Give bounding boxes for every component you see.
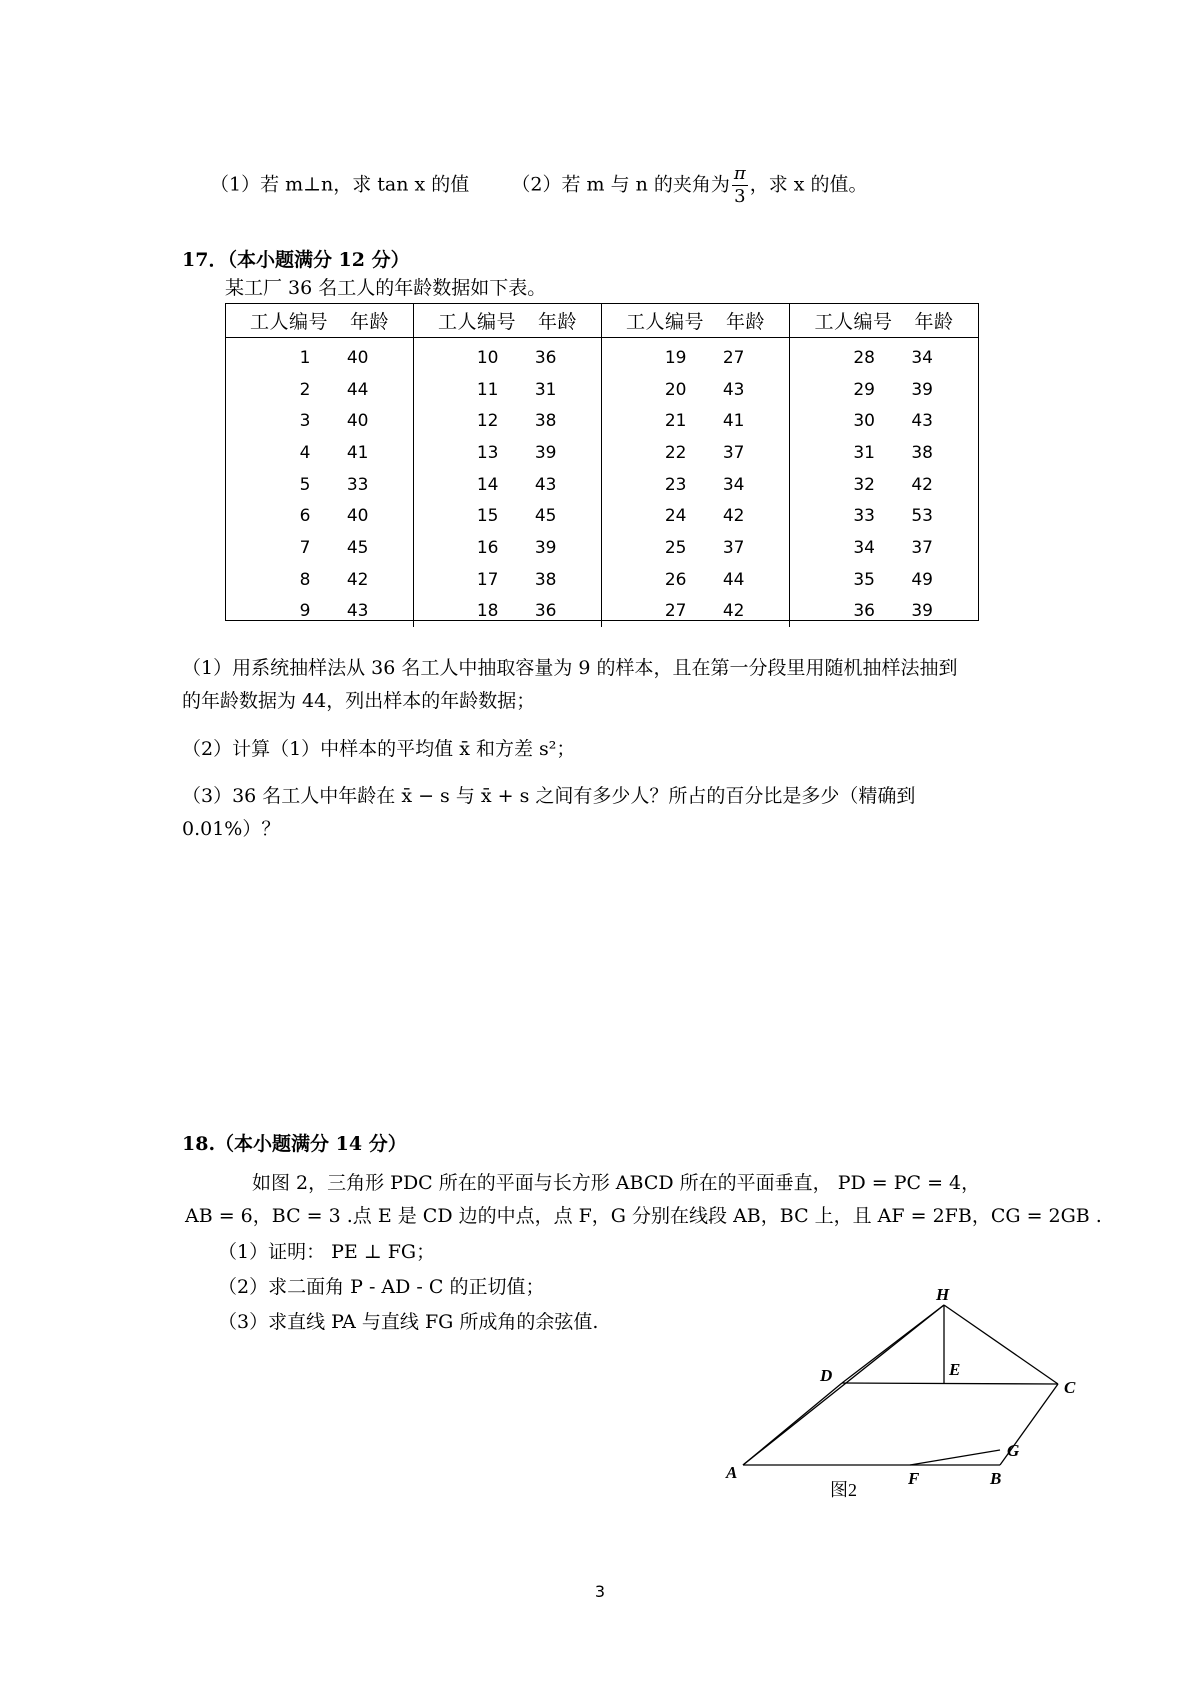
age-cell: 37 [722, 442, 745, 463]
worker-id-cell: 25 [664, 537, 687, 558]
q17-intro: 某工厂 36 名工人的年龄数据如下表。 [225, 277, 547, 299]
worker-id-cell: 30 [853, 411, 875, 432]
age-cell: 40 [346, 411, 369, 432]
table-row [414, 596, 601, 628]
worker-id-cell: 31 [853, 442, 875, 463]
table-row [790, 596, 978, 628]
edge-HC [944, 1305, 1058, 1384]
header-worker-id: 工人编号 [437, 311, 516, 333]
table-row [226, 596, 413, 628]
q17-part1-line1: （1）用系统抽样法从 36 名工人中抽取容量为 9 的样本，且在第一分段里用随机抽样法抽到 [182, 657, 958, 679]
edge-DC [842, 1383, 1058, 1384]
age-cell: 36 [534, 601, 557, 622]
worker-id-cell: 15 [476, 506, 499, 527]
age-cell: 39 [911, 379, 933, 400]
age-cell: 38 [911, 442, 933, 463]
header-age: 年龄 [726, 311, 766, 333]
table-row [602, 405, 789, 437]
age-cell: 34 [722, 474, 745, 495]
header-worker-id: 工人编号 [625, 311, 704, 333]
age-cell: 34 [911, 347, 933, 368]
table-row [602, 596, 789, 628]
worker-id-cell: 20 [664, 379, 687, 400]
age-cell: 41 [346, 442, 369, 463]
age-cell: 45 [534, 506, 557, 527]
table-row [414, 500, 601, 532]
worker-id-cell: 28 [853, 347, 875, 368]
table-row [602, 532, 789, 564]
label-E: E [949, 1360, 961, 1379]
table-header [602, 304, 789, 338]
table-row [414, 532, 601, 564]
q17-part3-line2: 0.01%）？ [182, 818, 281, 840]
header-age: 年龄 [538, 311, 578, 333]
label-C: C [1064, 1378, 1076, 1397]
age-cell: 43 [534, 474, 557, 495]
worker-id-cell: 2 [299, 379, 311, 400]
q17-part2: （2）计算（1）中样本的平均值 x̄ 和方差 s²； [182, 738, 576, 760]
q16-line [210, 163, 868, 208]
q18-title: 18.（本小题满分 14 分） [182, 1133, 407, 1155]
worker-id-cell: 35 [853, 569, 875, 590]
age-cell: 38 [534, 411, 557, 432]
worker-id-cell: 5 [299, 474, 311, 495]
age-cell: 44 [722, 569, 745, 590]
worker-id-cell: 14 [476, 474, 499, 495]
edge-FG [910, 1450, 1000, 1465]
table-row [790, 500, 978, 532]
table-row [414, 405, 601, 437]
worker-id-cell: 29 [853, 379, 875, 400]
table-row [602, 374, 789, 406]
age-cell: 37 [722, 537, 745, 558]
label-B: B [990, 1469, 1002, 1488]
label-D: D [820, 1366, 833, 1385]
worker-id-cell: 17 [476, 569, 499, 590]
table-row [602, 342, 789, 374]
table-row [790, 374, 978, 406]
figure-caption: 图2 [830, 1480, 857, 1500]
q18-sub1: （1）证明： PE ⊥ FG； [218, 1241, 436, 1263]
age-cell: 42 [722, 506, 745, 527]
q18-sub2: （2）求二面角 P - AD - C 的正切值； [218, 1276, 545, 1298]
q17-part1-line2: 的年龄数据为 44，列出样本的年龄数据； [182, 690, 536, 712]
figure-2 [700, 1270, 1100, 1500]
header-worker-id: 工人编号 [249, 311, 328, 333]
age-cell: 31 [534, 379, 557, 400]
age-cell: 42 [722, 601, 745, 622]
worker-id-cell: 22 [664, 442, 687, 463]
age-cell: 44 [346, 379, 369, 400]
page-number: 3 [594, 1582, 606, 1601]
pi-over-3-fraction: $\frac{\pi}{3}$ [733, 163, 746, 207]
table-row [226, 564, 413, 596]
table-row [226, 437, 413, 469]
worker-id-cell: 16 [476, 537, 499, 558]
age-cell: 49 [911, 569, 933, 590]
table-column [414, 304, 602, 627]
table-row [790, 405, 978, 437]
table-row [226, 469, 413, 501]
q16-part1: （1）若 m⊥n，求 tan x 的值 [210, 173, 470, 196]
age-cell: 40 [346, 347, 369, 368]
table-header [414, 304, 601, 338]
worker-id-cell: 21 [664, 411, 687, 432]
q17-title: 17．（本小题满分 12 分） [182, 249, 410, 271]
q18-sub3: （3）求直线 PA 与直线 FG 所成角的余弦值. [218, 1311, 599, 1333]
table-row [226, 374, 413, 406]
table-row [790, 564, 978, 596]
q18-line1: 如图 2，三角形 PDC 所在的平面与长方形 ABCD 所在的平面垂直， PD = PC = 4， [252, 1172, 981, 1194]
header-age: 年龄 [350, 311, 390, 333]
table-row [602, 469, 789, 501]
age-cell: 38 [534, 569, 557, 590]
worker-id-cell: 34 [853, 537, 875, 558]
table-row [790, 437, 978, 469]
worker-id-cell: 7 [299, 537, 311, 558]
table-row [790, 342, 978, 374]
table-row [414, 342, 601, 374]
worker-id-cell: 6 [299, 506, 311, 527]
table-row [226, 532, 413, 564]
age-cell: 27 [722, 347, 745, 368]
worker-id-cell: 18 [476, 601, 499, 622]
age-cell: 43 [346, 601, 369, 622]
label-G: G [1007, 1441, 1020, 1460]
table-column [602, 304, 790, 627]
q18-line2: AB = 6，BC = 3 .点 E 是 CD 边的中点，点 F，G 分别在线段 AB，BC 上，且 AF = 2FB，CG = 2GB . [185, 1205, 1102, 1227]
age-table [225, 303, 979, 621]
table-header [790, 304, 978, 338]
header-age: 年龄 [914, 311, 954, 333]
table-row [602, 500, 789, 532]
edge-HA [743, 1305, 944, 1465]
worker-id-cell: 3 [299, 411, 311, 432]
worker-id-cell: 24 [664, 506, 687, 527]
table-row [602, 437, 789, 469]
worker-id-cell: 8 [299, 569, 311, 590]
age-cell: 36 [534, 347, 557, 368]
q17-part3-line1: （3）36 名工人中年龄在 x̄ − s 与 x̄ + s 之间有多少人？所占的百分比是多少（精确到 [182, 785, 916, 807]
worker-id-cell: 33 [853, 506, 875, 527]
table-row [414, 374, 601, 406]
worker-id-cell: 36 [853, 601, 875, 622]
worker-id-cell: 26 [664, 569, 687, 590]
worker-id-cell: 1 [299, 347, 311, 368]
age-cell: 33 [346, 474, 369, 495]
age-cell: 37 [911, 537, 933, 558]
label-A: A [726, 1463, 738, 1482]
table-row [790, 532, 978, 564]
table-header [226, 304, 413, 338]
worker-id-cell: 19 [664, 347, 687, 368]
age-cell: 42 [911, 474, 933, 495]
age-cell: 40 [346, 506, 369, 527]
table-row [414, 437, 601, 469]
worker-id-cell: 12 [476, 411, 499, 432]
edge-HD [842, 1305, 944, 1383]
table-row [790, 469, 978, 501]
q16-part2-pre: （2）若 m 与 n 的夹角为 [511, 173, 730, 196]
worker-id-cell: 10 [476, 347, 499, 368]
header-worker-id: 工人编号 [814, 311, 893, 333]
table-row [226, 342, 413, 374]
worker-id-cell: 32 [853, 474, 875, 495]
age-cell: 39 [534, 442, 557, 463]
worker-id-cell: 4 [299, 442, 311, 463]
q16-part2-post: ，求 x 的值。 [749, 173, 868, 196]
table-row [226, 500, 413, 532]
age-cell: 41 [722, 411, 745, 432]
age-cell: 39 [534, 537, 557, 558]
table-row [414, 564, 601, 596]
age-cell: 45 [346, 537, 369, 558]
age-cell: 43 [722, 379, 745, 400]
age-cell: 39 [911, 601, 933, 622]
table-row [226, 405, 413, 437]
worker-id-cell: 27 [664, 601, 687, 622]
worker-id-cell: 11 [476, 379, 499, 400]
table-row [414, 469, 601, 501]
label-H: H [936, 1285, 950, 1304]
worker-id-cell: 9 [299, 601, 311, 622]
worker-id-cell: 23 [664, 474, 687, 495]
worker-id-cell: 13 [476, 442, 499, 463]
age-cell: 43 [911, 411, 933, 432]
age-cell: 53 [911, 506, 933, 527]
label-F: F [908, 1469, 920, 1488]
age-cell: 42 [346, 569, 369, 590]
table-column [790, 304, 978, 627]
table-column [226, 304, 414, 627]
table-row [602, 564, 789, 596]
